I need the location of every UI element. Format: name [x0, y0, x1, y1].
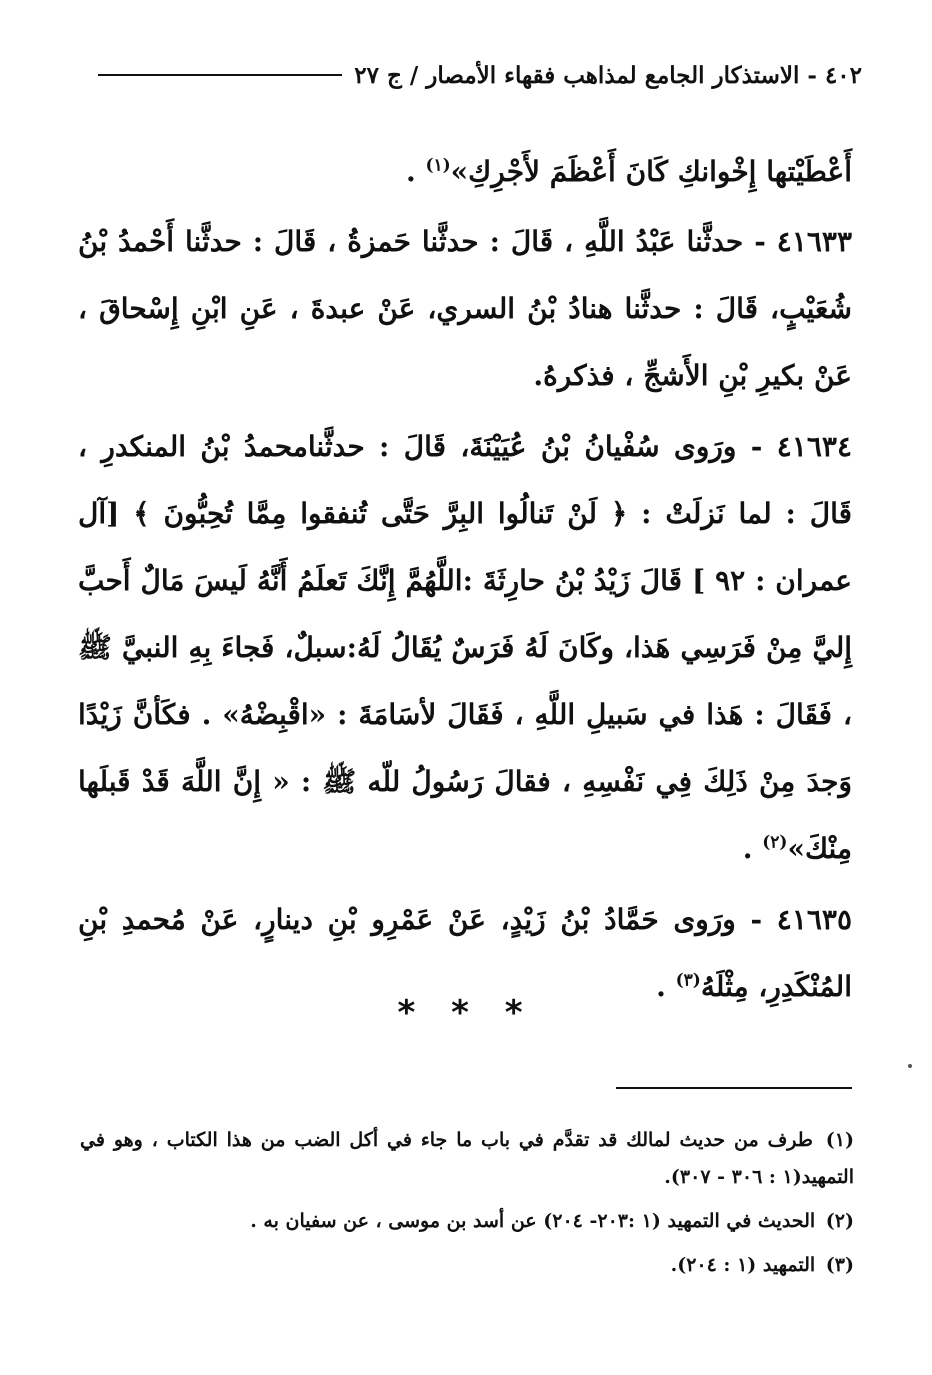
- hadith-entry-41634: [78, 413, 852, 882]
- hadith-entry-text: ٤١٦٣٣ - حدثَّنا عَبْدُ اللَّهِ ، قَالَ : حدثَّنا حَمزةُ ، قَالَ : حدثَّنا أَحْمدُ بْنُ شُعَيْبٍ، قَالَ : حدثَّنا هنادُ بْنُ السري، عَنْ عبدةَ ، عَنِ ابْنِ إِسْحاقَ ، عَنْ بكيرِ بْنِ الأَشجِّ ، فذكرهُ.: [78, 225, 852, 392]
- footnote-3: [80, 1247, 854, 1284]
- page-speck: [908, 1064, 912, 1068]
- hadith-entry-end: .: [656, 970, 676, 1003]
- continued-text: أَعْطَيْتها إِخْوانكِ كَانَ أَعْظَمَ لأَجْرِكِ»: [450, 155, 852, 188]
- footnote-reference-tail: (١ : ٢٠٤).: [670, 1254, 757, 1276]
- hadith-entry-text: ٤١٦٣٥ - ورَوى حَمَّادُ بْنُ زَيْدٍ، عَنْ عَمْرِو بْنِ دينارٍ، عَنْ مُحمدِ بْنِ المُنْكَدِرِ، مِثْلَهُ: [78, 903, 852, 1003]
- header-rule: [98, 74, 342, 76]
- footnote-text: طرف من حديث لمالك قد تقدَّم في باب ما جاء في أكل الضب من هذا الكتاب ، وهو في: [80, 1129, 813, 1151]
- continued-text-end: .: [405, 155, 426, 188]
- footnote-reference-label: التمهيد: [801, 1166, 854, 1188]
- footnote-reference-tail: (١ :٢٠٣- ٢٠٤) عن أسد بن موسى ، عن سفيان به .: [250, 1210, 661, 1232]
- header-title: ٤٠٢ - الاستذكار الجامع لمذاهب فقهاء الأمصار / ج ٢٧: [354, 61, 862, 89]
- footnote-reference-3: (٣): [675, 970, 701, 991]
- footnote-number: (٣): [825, 1254, 854, 1276]
- section-separator-stars: * * *: [397, 993, 535, 1033]
- footnote-reference-tail: (١ : ٣٠٦ - ٣٠٧).: [664, 1166, 802, 1188]
- footnote-2: [80, 1203, 854, 1240]
- footnote-number: (١): [825, 1129, 854, 1151]
- running-header: [98, 57, 862, 93]
- continued-text-line: [78, 138, 852, 205]
- footnote-reference-2: (٢): [762, 832, 788, 853]
- footnote-1: [80, 1122, 854, 1196]
- footnote-reference-label: التمهيد: [762, 1254, 816, 1276]
- footnote-reference-label: التمهيد: [667, 1210, 720, 1232]
- hadith-entry-41633: [78, 208, 852, 409]
- footnote-reference-1: (١): [425, 155, 451, 176]
- footnotes: [80, 1122, 854, 1284]
- footnote-text: الحديث في: [726, 1210, 816, 1232]
- hadith-entry-text: ٤١٦٣٤ - ورَوى سُفْيانُ بْنُ عُيَيْنَةَ، قَالَ : حدثَّنامحمدُ بْنُ المنكدرِ ، قَالَ : لما نَزلَتْ : ﴿ لَنْ تَنالُوا البِرَّ حَتَّى تُنفقوا مِمَّا تُحِبُّونَ ﴾ [آل عمران : ٩٢ ] قَالَ زَيْدُ بْنُ حارِثَةَ :اللَّهُمَّ إِنَّكَ تَعلَمُ أَنَّهُ لَيسَ مَالٌ أَحبَّ إِليَّ مِنْ فَرَسِي هَذا، وكَانَ لَهُ فَرَسٌ يُقَالُ لَهُ:سبلٌ، فَجاءَ بِهِ النبيَّ ﷺ ، فَقَالَ : هَذا في سَبيلِ اللَّهِ ، فَقَالَ لأسَامَةَ : «اقْبِضْهُ» . فكَأنَّ زَيْدًا وَجدَ مِنْ ذَلِكَ فِي نَفْسِهِ ، فقالَ رَسُولُ للّه ﷺ : « إِنَّ اللَّهَ قَدْ قَبلَها مِنْكَ»: [78, 430, 852, 865]
- footnote-divider: [616, 1087, 852, 1089]
- main-text: [78, 138, 852, 1024]
- hadith-entry-end: .: [742, 832, 763, 865]
- footnote-number: (٢): [825, 1210, 854, 1232]
